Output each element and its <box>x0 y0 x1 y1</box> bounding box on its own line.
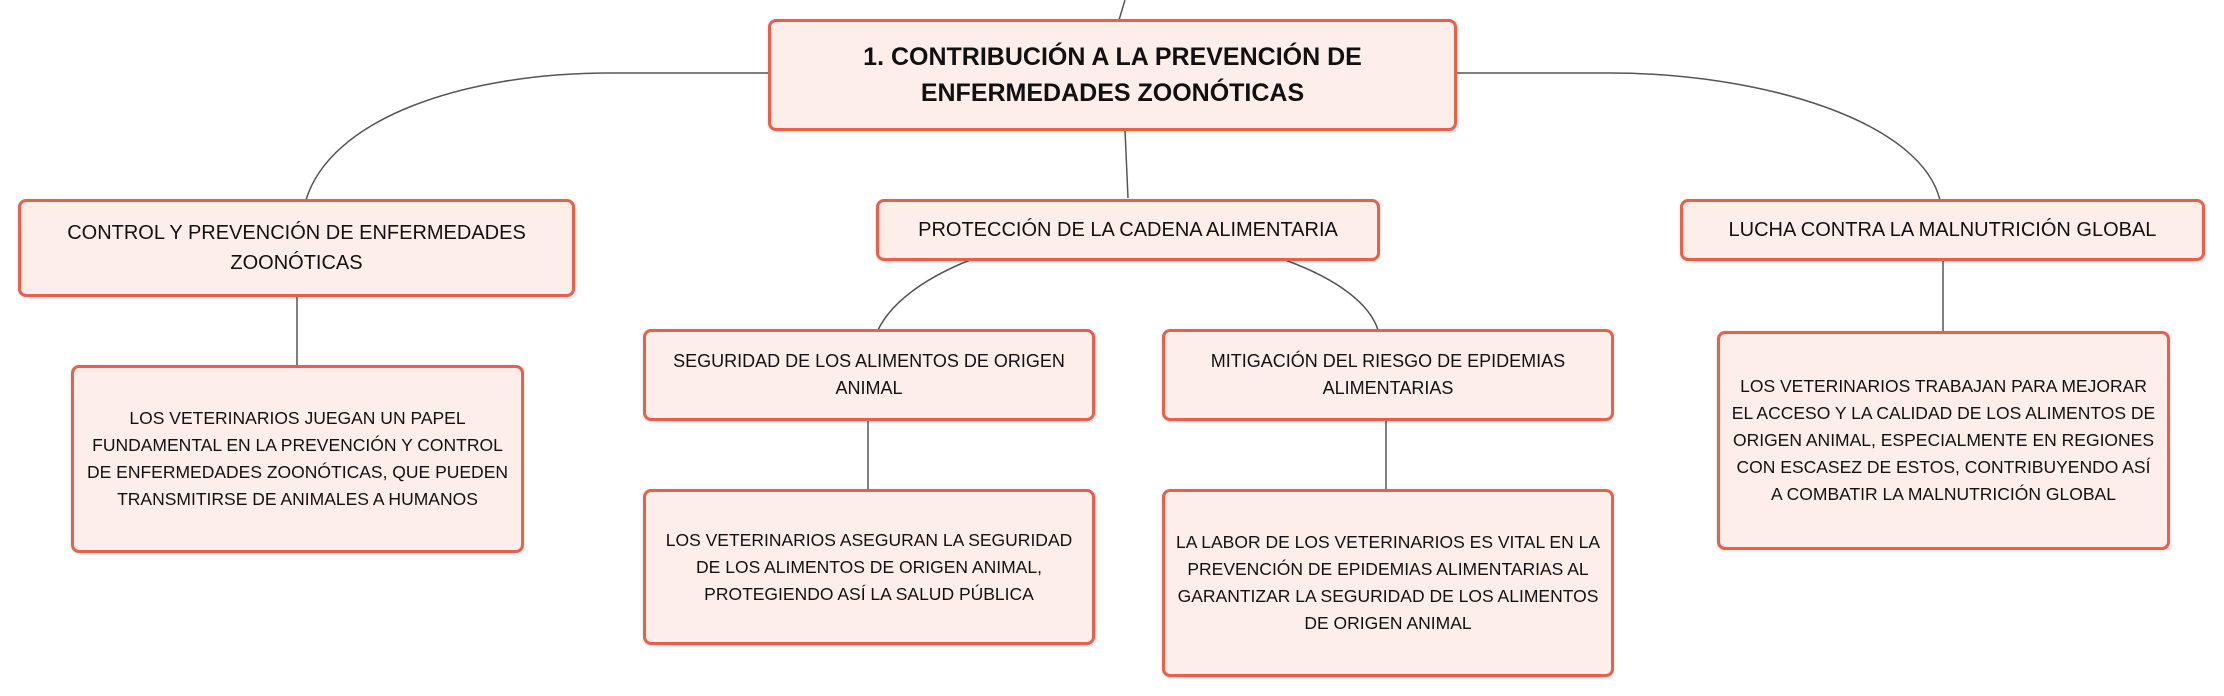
child-node-label: SEGURIDAD DE LOS ALIMENTOS DE ORIGEN ANIMAL <box>673 351 1065 398</box>
detail-node-text: LOS VETERINARIOS TRABAJAN PARA MEJORAR EL ACCESO Y LA CALIDAD DE LOS ALIMENTOS DE ORIGEN ANIMAL, ESPECIALMENTE EN REGIONES CON ESCASEZ DE ESTOS, CONTRIBUYENDO ASÍ A COMBATIR LA MALNUTRICIÓN GLOBAL <box>1731 376 2156 504</box>
connector-root-parent <box>1119 0 1125 20</box>
child-node-seguridad[interactable] <box>643 329 1095 421</box>
connector-root-to-cadena <box>1125 130 1128 198</box>
branch-node-malnutricion[interactable] <box>1680 199 2205 261</box>
connector-cadena-to-mitigacion <box>1285 260 1378 330</box>
root-node[interactable] <box>768 19 1457 131</box>
root-node-label: 1. CONTRIBUCIÓN A LA PREVENCIÓN DE ENFERMEDADES ZOONÓTICAS <box>863 43 1362 107</box>
detail-node-text: LA LABOR DE LOS VETERINARIOS ES VITAL EN LA PREVENCIÓN DE EPIDEMIAS ALIMENTARIAS AL GARANTIZAR LA SEGURIDAD DE LOS ALIMENTOS DE ORIGEN ANIMAL <box>1175 532 1601 633</box>
branch-node-label: CONTROL Y PREVENCIÓN DE ENFERMEDADES ZOONÓTICAS <box>67 222 526 274</box>
detail-node-text: LOS VETERINARIOS ASEGURAN LA SEGURIDAD DE LOS ALIMENTOS DE ORIGEN ANIMAL, PROTEGIENDO ASÍ LA SALUD PÚBLICA <box>665 529 1073 604</box>
connector-root-to-malnutricion <box>1455 73 1940 200</box>
detail-node-mitigacion[interactable] <box>1162 489 1614 677</box>
branch-node-label: PROTECCIÓN DE LA CADENA ALIMENTARIA <box>918 219 1338 241</box>
connector-cadena-to-seguridad <box>878 260 970 330</box>
child-node-label: MITIGACIÓN DEL RIESGO DE EPIDEMIAS ALIMENTARIAS <box>1210 351 1566 398</box>
detail-node-malnutricion[interactable] <box>1717 331 2170 550</box>
branch-node-control[interactable] <box>18 199 575 297</box>
child-node-mitigacion[interactable] <box>1162 329 1614 421</box>
branch-node-label: LUCHA CONTRA LA MALNUTRICIÓN GLOBAL <box>1728 219 2157 241</box>
branch-node-cadena[interactable] <box>876 199 1380 261</box>
detail-node-control[interactable] <box>71 365 524 553</box>
detail-node-seguridad[interactable] <box>643 489 1095 645</box>
detail-node-text: LOS VETERINARIOS JUEGAN UN PAPEL FUNDAMENTAL EN LA PREVENCIÓN Y CONTROL DE ENFERMEDADES ZOONÓTICAS, QUE PUEDEN TRANSMITIRSE DE ANIMALES A HUMANOS <box>86 408 509 509</box>
connector-root-to-control <box>306 73 769 200</box>
